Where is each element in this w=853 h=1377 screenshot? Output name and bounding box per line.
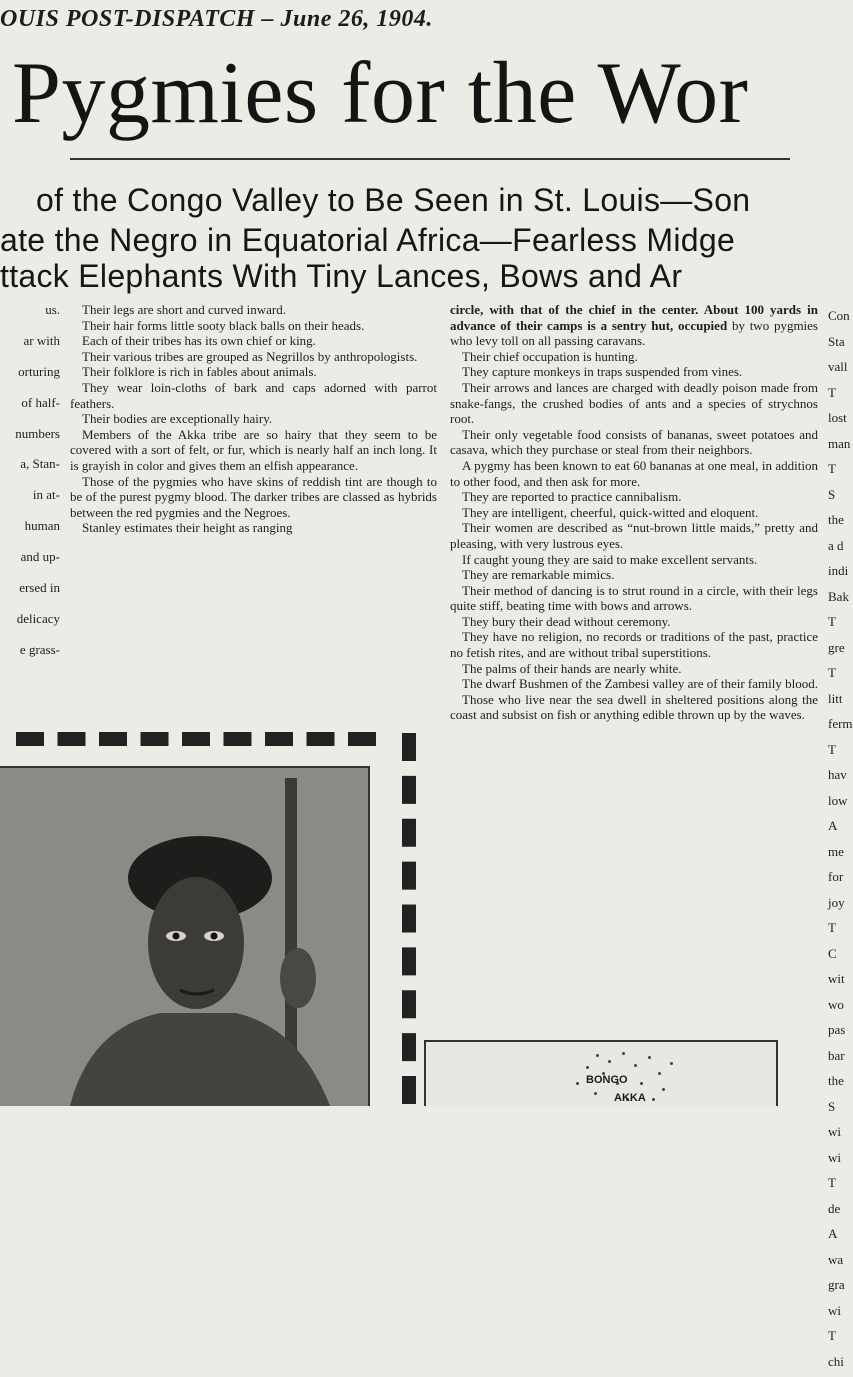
- column-1-fragment: ersed in: [19, 580, 60, 596]
- column-1: [0, 302, 60, 673]
- deck-line-3: ttack Elephants With Tiny Lances, Bows and Ar: [0, 258, 683, 294]
- column-4-fragment: low: [828, 792, 848, 808]
- column-2-paragraph: Their various tribes are grouped as Negrillos by anthropologists.: [82, 348, 418, 364]
- column-3-paragraph: They bury their dead without ceremony.: [462, 613, 671, 629]
- column-4-fragment: gra: [828, 1277, 845, 1292]
- stipple-dot: [640, 1082, 643, 1085]
- column-1-fragment: e grass-: [19, 641, 60, 657]
- stipple-dot: [596, 1054, 599, 1057]
- column-3-paragraph: The palms of their hands are nearly white.: [462, 660, 682, 676]
- column-2-paragraph: They wear loin-cloths of bark and caps adorned with parrot feathers.: [70, 379, 437, 411]
- column-4-fragment: T: [828, 920, 836, 935]
- column-4-fragment: Bak: [828, 588, 849, 604]
- col3-lead-rest: by two pygmies who levy toll on all passing caravans.: [450, 317, 818, 349]
- column-4-fragment: wa: [828, 1251, 844, 1267]
- stipple-dot: [622, 1052, 625, 1055]
- col3-lead-bold: circle, with that of the chief in the center. About 100 yards in advance of their camps is a sentry hut, occupied: [450, 302, 818, 333]
- column-4-fragment: T: [828, 741, 836, 757]
- column-4-fragment: me: [828, 843, 844, 859]
- column-1-fragment: and up-: [20, 549, 60, 565]
- column-3-paragraph: The dwarf Bushmen of the Zambesi valley are of their family blood.: [462, 676, 818, 692]
- column-3-paragraph: Their chief occupation is hunting.: [462, 348, 638, 364]
- column-2-paragraph: Each of their tribes has its own chief or king.: [82, 333, 316, 349]
- column-2-paragraph: Their legs are short and curved inward.: [82, 302, 286, 317]
- column-4-fragment: lost: [828, 410, 847, 425]
- stipple-dot: [648, 1056, 651, 1059]
- map-label-2: AKKA: [614, 1092, 646, 1104]
- column-1-fragment: a, Stan-: [20, 456, 60, 472]
- column-1-fragment: delicacy: [16, 610, 60, 626]
- column-4-fragment: C: [828, 945, 837, 961]
- column-1-fragment: ar with: [23, 332, 60, 348]
- column-3-paragraph: They capture monkeys in traps suspended from vines.: [462, 364, 743, 380]
- photo-illustration: [0, 768, 368, 1106]
- column-3-paragraph: Those who live near the sea dwell in sheltered positions along the coast and subsist on fish or anything edible thrown up by the waves.: [450, 691, 818, 723]
- column-4-fragment: Con: [828, 308, 850, 323]
- stipple-dot: [652, 1098, 655, 1101]
- column-4-fragment: wi: [828, 1124, 841, 1139]
- column-3-paragraph: They have no religion, no records or traditions of the past, practice no fetish rites, and are without tribal superstitions.: [450, 629, 818, 661]
- column-2-paragraph: Their hair forms little sooty black balls on their heads.: [82, 317, 365, 333]
- column-4-fragment: Sta: [828, 333, 845, 349]
- column-4-fragment: pas: [828, 1022, 846, 1037]
- deck-line-2: ate the Negro in Equatorial Africa—Fearless Midge: [0, 222, 736, 258]
- photo-frame-top: [16, 732, 376, 760]
- column-1-fragment: human: [24, 518, 60, 534]
- column-4-fragment: T: [828, 614, 836, 629]
- column-3-paragraph: They are reported to practice cannibalism.: [462, 489, 682, 505]
- column-4-fragment: T: [828, 1175, 836, 1190]
- column-3-paragraph: A pygmy has been known to eat 60 bananas at one meal, in addition to other food, and then ask for more.: [450, 457, 818, 489]
- map-inset: [424, 1040, 778, 1106]
- deck-line-1: of the Congo Valley to Be Seen in St. Louis—Son: [36, 182, 751, 218]
- column-1-fragment: numbers: [15, 425, 60, 441]
- column-2: [70, 302, 437, 536]
- column-4-fragment: chi: [828, 1353, 844, 1369]
- column-4-fragment: vall: [828, 359, 848, 374]
- column-3-paragraph: Their women are described as “nut-brown little maids,” pretty and pleasing, with very lustrous eyes.: [450, 520, 818, 551]
- column-3-paragraph: Their arrows and lances are charged with deadly poison made from snake-fangs, the crushed bodies of ants and a species of strychnos root.: [450, 379, 818, 427]
- column-4-fragment: gre: [828, 639, 845, 655]
- column-3-paragraph: They are remarkable mimics.: [462, 567, 615, 583]
- column-4-fragment: T: [828, 461, 836, 476]
- column-1-fragment: orturing: [18, 363, 60, 379]
- column-4-fragment: the: [828, 1073, 844, 1088]
- column-4-fragment: a d: [828, 537, 844, 553]
- headline-rule: [70, 158, 790, 160]
- column-1-fragment: of half-: [21, 394, 60, 410]
- headline: Pygmies for the Wor: [12, 45, 749, 142]
- column-4-fragment: S: [828, 486, 836, 502]
- column-4-fragment: wo: [828, 996, 844, 1012]
- column-4-fragment: T: [828, 665, 836, 680]
- column-4-fragment: T: [828, 1328, 836, 1343]
- column-4-fragment: wi: [828, 1149, 841, 1165]
- stipple-dot: [670, 1062, 673, 1065]
- column-2-paragraph: Stanley estimates their height as ranging: [82, 520, 293, 536]
- column-2-paragraph: Their bodies are exceptionally hairy.: [82, 411, 273, 427]
- masthead: OUIS POST-DISPATCH – June 26, 1904.: [0, 6, 433, 32]
- stipple-dot: [586, 1066, 589, 1069]
- column-4-fragment: ferm: [828, 716, 853, 731]
- column-1-fragment: in at-: [32, 487, 60, 503]
- stipple-dot: [594, 1092, 597, 1095]
- column-4-fragment: A: [828, 818, 838, 833]
- column-4-fragment: bar: [828, 1047, 845, 1063]
- pygmy-photograph: [0, 766, 370, 1106]
- stipple-dot: [608, 1060, 611, 1063]
- column-4-fragment: S: [828, 1098, 836, 1114]
- stipple-dot: [662, 1088, 665, 1091]
- column-4-fragment: T: [828, 384, 836, 400]
- col3-lead-paragraph: [450, 302, 818, 349]
- column-4-fragment: indi: [828, 563, 849, 578]
- column-1-fragment: us.: [45, 302, 60, 317]
- column-4-fragment: man: [828, 435, 851, 451]
- column-4-fragment: de: [828, 1200, 841, 1216]
- column-4-fragment: wi: [828, 1302, 841, 1318]
- column-4-fragment: wit: [828, 971, 845, 986]
- column-4-fragment: for: [828, 869, 844, 884]
- column-3-paragraph: If caught young they are said to make excellent servants.: [462, 551, 758, 567]
- column-2-paragraph: Their folklore is rich in fables about animals.: [82, 364, 317, 380]
- column-2-paragraph: Those of the pygmies who have skins of reddish tint are though to be of the purest pygmy blood. The darker tribes are classed as hybrids between the red pygmies and the Negroes.: [70, 473, 437, 520]
- column-3-paragraph: Their only vegetable food consists of bananas, sweet potatoes and casava, which they purchase or steal from their neighbors.: [450, 426, 818, 458]
- column-4-fragment: the: [828, 512, 844, 527]
- column-4-fragment: hav: [828, 767, 847, 782]
- stipple-dot: [634, 1064, 637, 1067]
- photo-frame-right: [386, 733, 416, 1104]
- stipple-dot: [576, 1082, 579, 1085]
- stipple-dot: [658, 1072, 661, 1075]
- column-4-fragment: litt: [828, 690, 843, 706]
- column-4: [828, 306, 853, 1377]
- column-3-paragraph: Their method of dancing is to strut round in a circle, with their legs quite stiff, beating time with bows and arrows.: [450, 582, 818, 614]
- column-3-paragraph: They are intelligent, cheerful, quick-witted and eloquent.: [462, 504, 759, 520]
- column-4-fragment: joy: [828, 894, 845, 910]
- column-3: [450, 302, 818, 723]
- column-2-paragraph: Members of the Akka tribe are so hairy that they seem to be covered with a sort of felt, or fur, which is nearly half an inch long. It is grayish in color and gives them an elfish appearance.: [70, 426, 437, 473]
- map-label-1: BONGO: [586, 1074, 628, 1086]
- column-4-fragment: A: [828, 1226, 838, 1241]
